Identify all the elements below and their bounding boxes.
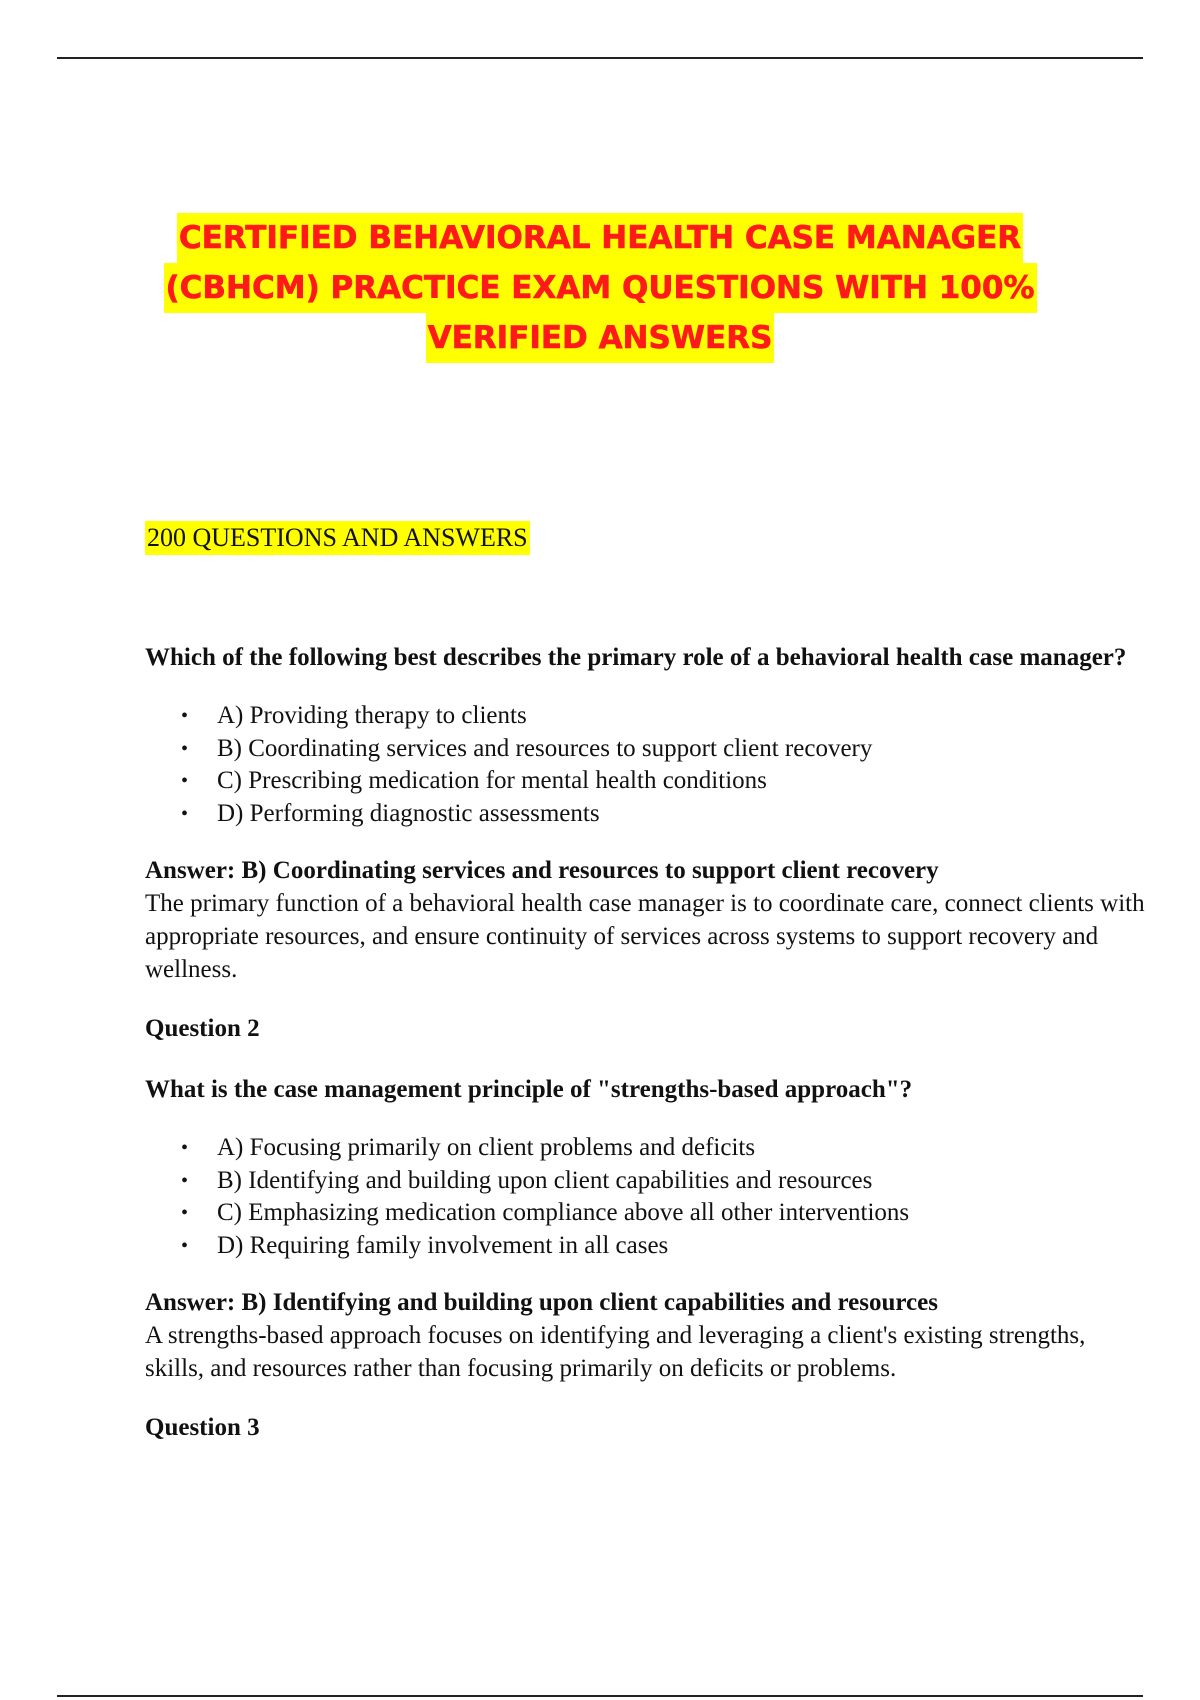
question-1-option-c: • C) Prescribing medication for mental health conditions: [217, 765, 1145, 798]
question-block-3: [145, 1411, 1145, 1444]
question-1-explanation: The primary function of a behavioral health case manager is to coordinate care, connect clients with appropriate resources, and ensure continuity of services across systems to support recovery and wellness.: [145, 890, 1145, 983]
bullet-icon: •: [181, 737, 189, 760]
question-2-text: What is the case management principle of "strengths-based approach"?: [145, 1076, 913, 1103]
question-2-option-a: • A) Focusing primarily on client problems and deficits: [217, 1132, 1145, 1165]
title-line-1: CERTIFIED BEHAVIORAL HEALTH CASE MANAGER: [177, 213, 1023, 263]
question-3-heading: Question 3: [145, 1414, 260, 1441]
bullet-icon: •: [181, 770, 189, 792]
question-1-text: Which of the following best describes the primary role of a behavioral health case manager?: [145, 644, 1127, 671]
bullet-icon: •: [181, 1234, 189, 1257]
question-1-option-b: • B) Coordinating services and resources to support client recovery: [217, 733, 1145, 766]
document-title: [100, 213, 1100, 363]
bullet-icon: •: [181, 705, 189, 727]
question-2-option-d: • D) Requiring family involvement in all cases: [217, 1230, 1145, 1263]
question-2-option-c: • C) Emphasizing medication compliance above all other interventions: [217, 1197, 1145, 1230]
title-line-2: (CBHCM) PRACTICE EXAM QUESTIONS WITH 100%: [164, 263, 1037, 313]
question-2-option-b: • B) Identifying and building upon client capabilities and resources: [217, 1165, 1145, 1198]
question-content: [145, 641, 1145, 1444]
question-1-option-d: • D) Performing diagnostic assessments: [217, 798, 1145, 831]
title-line-3: VERIFIED ANSWERS: [426, 313, 775, 363]
top-rule: [57, 57, 1143, 59]
bullet-icon: •: [181, 1202, 189, 1224]
question-1-option-a: • A) Providing therapy to clients: [217, 700, 1145, 733]
question-count-label: 200 QUESTIONS AND ANSWERS: [145, 521, 530, 555]
question-block-2: [145, 1012, 1145, 1385]
question-block-1: [145, 641, 1145, 986]
bullet-icon: •: [181, 1137, 189, 1159]
question-1-answer: Answer: B) Coordinating services and resources to support client recovery: [145, 857, 939, 884]
bullet-icon: •: [181, 1169, 189, 1192]
question-2-explanation: A strengths-based approach focuses on identifying and leveraging a client's existing strengths, skills, and resources rather than focusing primarily on deficits or problems.: [145, 1322, 1086, 1382]
question-2-heading: Question 2: [145, 1015, 260, 1042]
question-2-options: [145, 1132, 1145, 1262]
question-1-options: [145, 700, 1145, 830]
question-2-answer: Answer: B) Identifying and building upon client capabilities and resources: [145, 1289, 938, 1316]
bottom-rule: [57, 1695, 1143, 1697]
bullet-icon: •: [181, 802, 189, 825]
